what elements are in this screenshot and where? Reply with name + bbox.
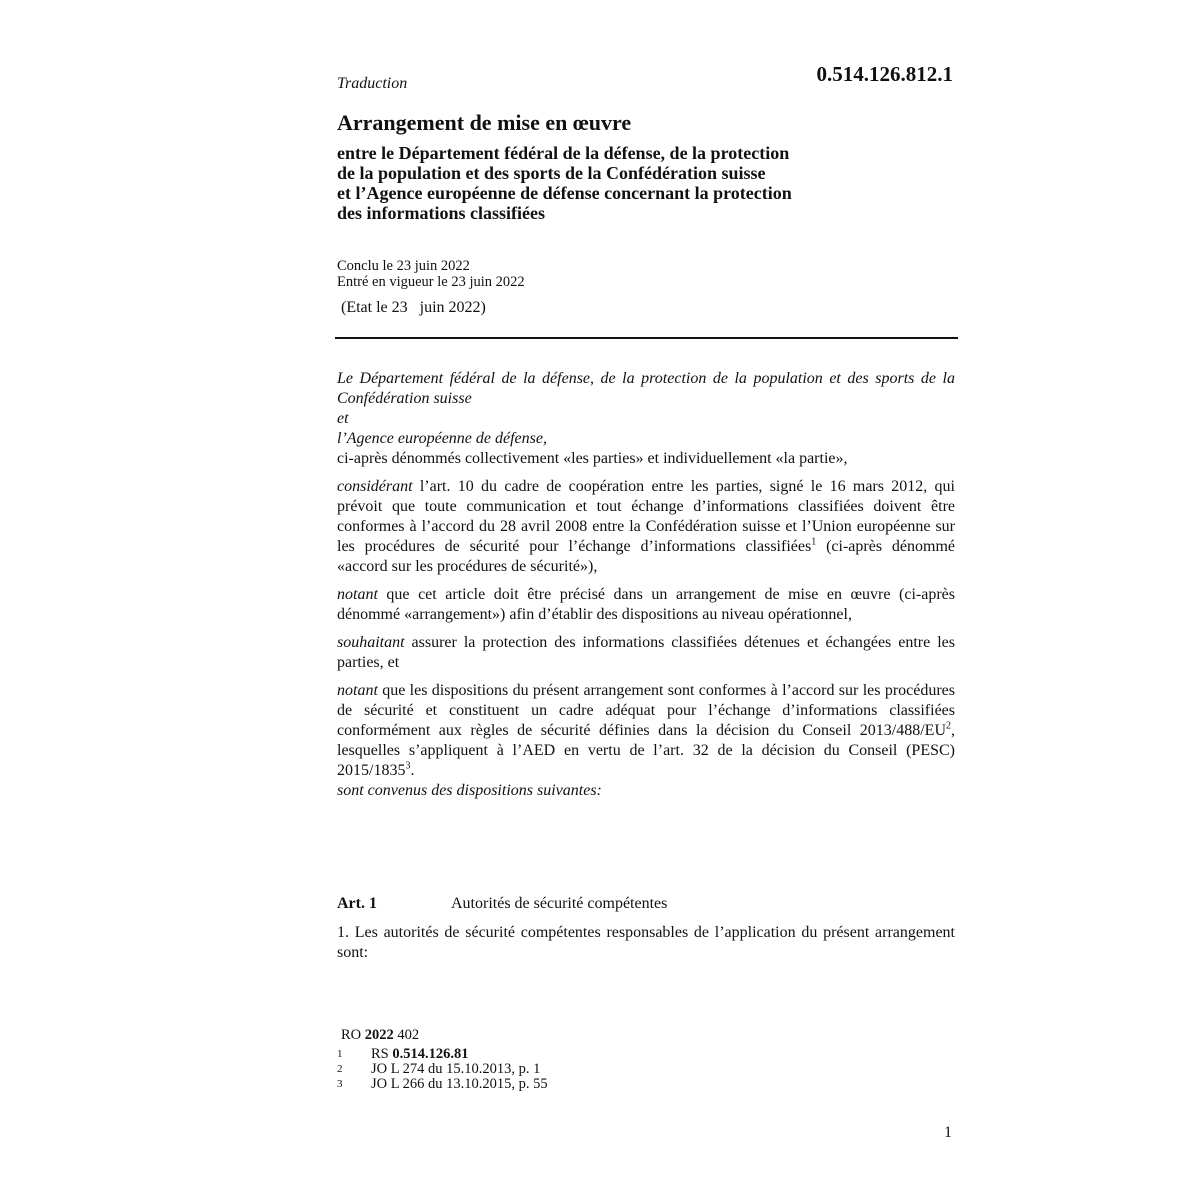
article-paragraph: 1. Les autorités de sécurité compétentes responsables de l’application du présent arrangement sont: [337,924,955,961]
recital-lead: considérant [337,478,413,495]
article-number: Art. 1 [337,895,377,912]
footnote-text: JO L 266 du 13.10.2015, p. 55 [371,1076,548,1092]
footnote-text [371,1047,469,1062]
separator-rule [335,337,958,339]
footnote-bold[interactable]: 0.514.126.81 [392,1046,469,1062]
footnote [337,1047,548,1062]
dates-block [337,259,525,290]
footnote-ref[interactable]: 2 [946,720,951,732]
preamble [337,369,955,801]
article-title: Autorités de sécurité compétentes [451,895,668,912]
recital-notant-2 [337,681,955,781]
recital-text: . [410,762,415,779]
footnote-text: JO L 274 du 15.10.2013, p. 1 [371,1061,541,1077]
footnote-prefix: RS [371,1046,393,1062]
footnote-number: 1 [337,1048,343,1060]
rs-number: 0.514.126.812.1 [816,62,953,86]
recital-lead: notant [337,586,378,603]
recital-notant-1 [337,585,955,625]
ro-year: 2022 [364,1027,394,1043]
ro-reference [341,1027,419,1044]
conclusion-date: Conclu le 23 juin 2022 [337,258,470,274]
translation-label: Traduction [337,75,408,92]
party-one: Le Département fédéral de la défense, de la protection de la population et des sports de la Confédération suisse [337,370,955,407]
footnote [337,1077,548,1092]
ro-prefix: RO [341,1027,365,1043]
closing-formula: sont convenus des dispositions suivantes: [337,782,602,799]
recital-text: (ci-après dénommé «accord sur les procédures de sécurité»), [337,538,955,575]
document-title: Arrangement de mise en œuvre [337,110,632,135]
recital-text: que cet article doit être précisé dans un arrangement de mise en œuvre (ci-après dénommé «arrangement») afin d’établir des dispositions au niveau opérationnel, [337,586,955,623]
party-two: l’Agence européenne de défense, [337,430,547,447]
footnote-number: 2 [337,1063,343,1075]
footnote-ref[interactable]: 3 [405,760,411,772]
collective-designation: ci-après dénommés collectivement «les parties» et individuellement «la partie», [337,450,848,467]
conjunction: et [337,410,349,427]
footnotes [337,1047,548,1092]
footnote-number: 3 [337,1078,343,1090]
ro-page: 402 [393,1027,420,1043]
page-number: 1 [944,1124,952,1141]
footnote [337,1062,548,1077]
recital-text: l’art. 10 du cadre de coopération entre les parties, signé le 16 mars 2012, qui prévoit que toute communication et tout échange d’informations classifiées doivent être conformes à l’accord du 28 avril 2008 entre la Confédération suisse et l’Union européenne sur les procédures de sécurité pour l’échange d’informations classifiées [337,478,955,555]
recital-lead: souhaitant [337,634,405,651]
subtitle-line: et l’Agence européenne de défense concernant la protection [337,183,792,203]
recital-lead: notant [337,682,378,699]
recital-text: que les dispositions du présent arrangement sont conformes à l’accord sur les procédures de sécurité et constituent un cadre adéquat pour l’échange d’informations classifiées conformément aux règles de sécurité définies dans la décision du Conseil 2013/488/EU [337,682,955,739]
status-date: (Etat le 23 juin 2022) [341,299,486,316]
document-subtitle [337,143,877,223]
footnote-ref[interactable]: 1 [811,536,817,548]
recital-text: assurer la protection des informations classifiées détenues et échangées entre les parties, et [337,634,955,671]
recital-text: , lesquelles s’appliquent à l’AED en vertu de l’art. 32 de la décision du Conseil (PESC) 2015/1835 [337,722,955,779]
subtitle-line: des informations classifiées [337,203,545,223]
subtitle-line: entre le Département fédéral de la défense, de la protection [337,143,790,163]
article-heading [337,895,667,913]
entry-into-force-date: Entré en vigueur le 23 juin 2022 [337,273,525,290]
recital-considerant [337,477,955,577]
subtitle-line: de la population et des sports de la Confédération suisse [337,163,766,183]
recital-souhaitant [337,633,955,673]
